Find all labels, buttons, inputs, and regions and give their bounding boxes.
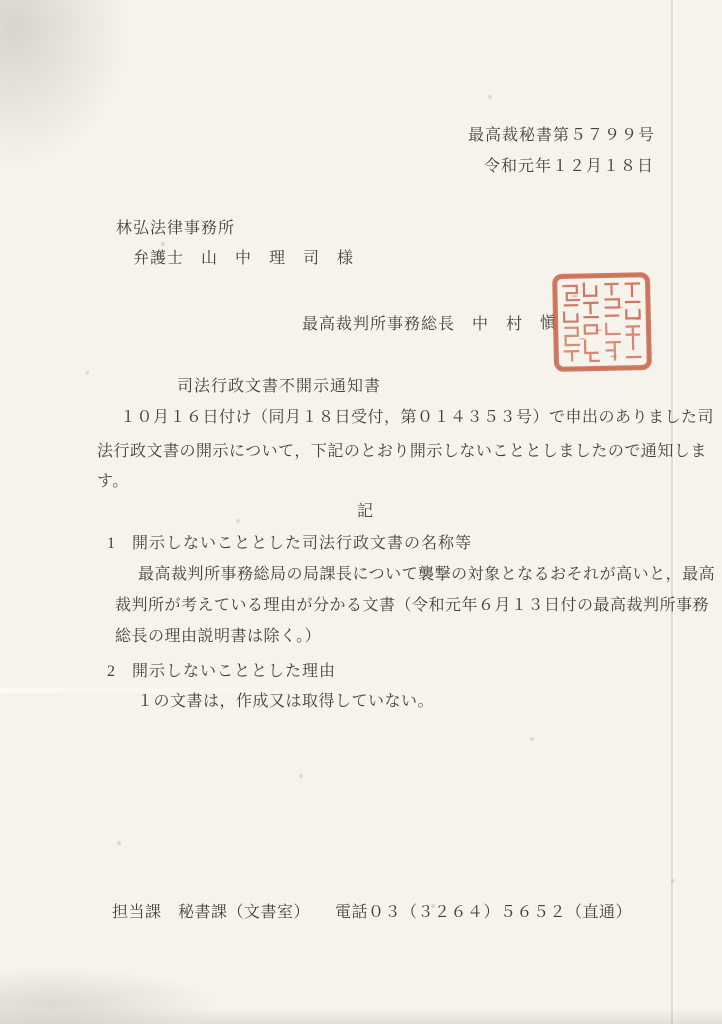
item-number: 1: [107, 535, 116, 552]
recipient-office: 林弘法律事務所: [116, 220, 236, 237]
item-body-line: 総長の理由説明書は除く。）: [115, 628, 322, 645]
contact-footer: 担当課 秘書課（文書室） 電話０３（３２６４）５６５２（直通）: [112, 904, 633, 921]
document-title: 司法行政文書不開示通知書: [177, 378, 382, 395]
paper-speckles: [0, 0, 2, 2]
paragraph-line: １０月１６日付け（同月１８日受付，第０１４３５３号）で申出のありました司: [120, 409, 715, 426]
scan-bottom-shade: [0, 1008, 722, 1024]
sender-title-surname: 最高裁判所事務総長 中 村: [302, 316, 524, 333]
sender-given-name: 愼: [540, 315, 558, 332]
item-body-line: 最高裁判所事務総局の局課長について襲撃の対象となるおそれが高いと，最高: [138, 566, 716, 583]
doc-number: 最高裁秘書第５７９９号: [468, 127, 656, 144]
paragraph-line: 法行政文書の開示について，下記のとおり開示しないこととしましたので通知しま: [97, 443, 707, 460]
ki-separator: 記: [357, 503, 375, 520]
item-body-line: 裁判所が考えている理由が分かる文書（令和元年６月１３日付の最高裁判所事務: [115, 597, 710, 614]
item-number: 2: [107, 663, 116, 680]
item-heading: 開示しないこととした司法行政文書の名称等: [132, 535, 473, 552]
item-body-line: １の文書は，作成又は取得していない。: [137, 693, 435, 710]
scan-fold-highlight: [673, 0, 675, 1024]
doc-date: 令和元年１２月１８日: [484, 158, 655, 175]
item-heading: 開示しないこととした理由: [132, 663, 337, 680]
recipient-name: 弁護士 山 中 理 司 様: [133, 250, 355, 267]
scan-artifact-top-left: [0, 0, 140, 180]
official-seal-icon: [550, 267, 654, 377]
paragraph-line: す。: [97, 473, 129, 490]
